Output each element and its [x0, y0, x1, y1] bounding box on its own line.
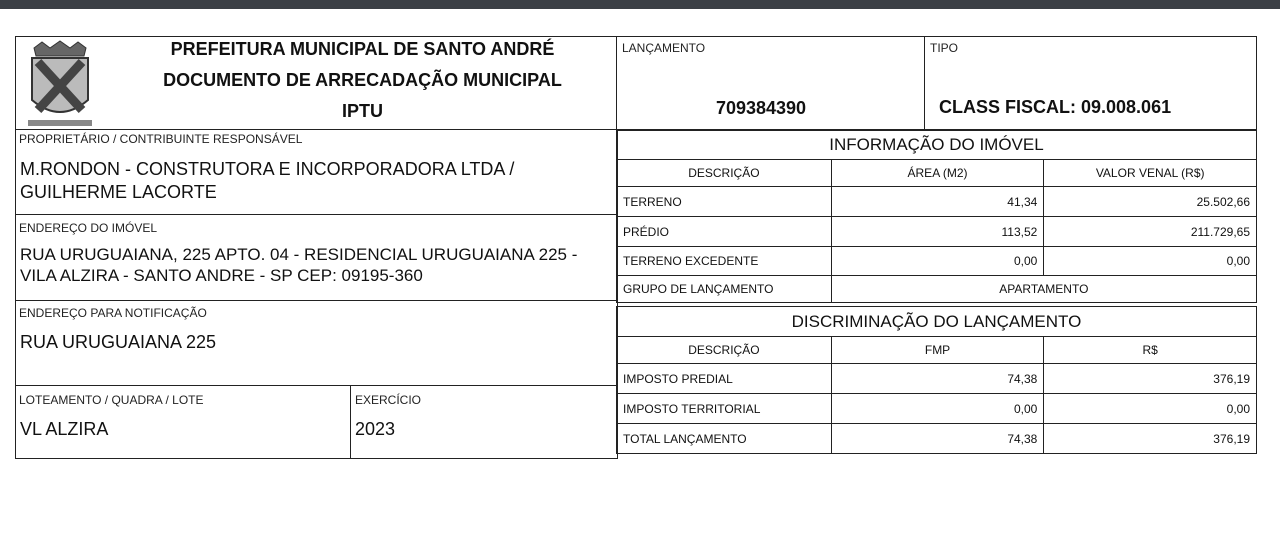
row-area: 113,52 — [831, 217, 1044, 247]
lancamento-value: 709384390 — [715, 98, 807, 118]
discriminacao-title: DISCRIMINAÇÃO DO LANÇAMENTO — [617, 307, 1257, 337]
endereco-notificacao-label: ENDEREÇO PARA NOTIFICAÇÃO — [19, 306, 207, 320]
row-fmp: 0,00 — [831, 394, 1044, 424]
tipo-value: CLASS FISCAL: 09.008.061 — [939, 97, 1172, 117]
endereco-notificacao-value: RUA URUGUAIANA 225 — [20, 332, 217, 352]
proprietario-line-1: M.RONDON - CONSTRUTORA E INCORPORADORA LTDA / — [20, 159, 515, 179]
row-valor: 211.729,65 — [1044, 217, 1257, 247]
info-imovel-table — [616, 129, 1257, 303]
header-line-3: IPTU — [341, 101, 383, 121]
header-line-1: PREFEITURA MUNICIPAL DE SANTO ANDRÉ — [170, 39, 555, 59]
table-row — [617, 364, 1257, 394]
row-descricao: IMPOSTO PREDIAL — [617, 364, 832, 394]
endereco-imovel-label: ENDEREÇO DO IMÓVEL — [19, 221, 158, 235]
table-row — [617, 247, 1257, 276]
row-valor: 25.502,66 — [1044, 187, 1257, 217]
discriminacao-col-rs: R$ — [1044, 337, 1257, 364]
grupo-lancamento-label: GRUPO DE LANÇAMENTO — [617, 276, 832, 303]
table-row — [617, 187, 1257, 217]
table-row — [617, 276, 1257, 303]
exercicio-label: EXERCÍCIO — [355, 393, 422, 407]
loteamento-value: VL ALZIRA — [20, 419, 109, 439]
viewer-top-bar — [0, 0, 1280, 9]
row-area: 0,00 — [831, 247, 1044, 276]
row-descricao: IMPOSTO TERRITORIAL — [617, 394, 832, 424]
lancamento-label: LANÇAMENTO — [622, 41, 706, 55]
info-imovel-col-area: ÁREA (M2) — [831, 160, 1044, 187]
row-fmp: 74,38 — [831, 424, 1044, 454]
info-imovel-title: INFORMAÇÃO DO IMÓVEL — [617, 130, 1257, 160]
grupo-lancamento-value: APARTAMENTO — [831, 276, 1256, 303]
row-descricao: PRÉDIO — [617, 217, 832, 247]
table-row — [617, 424, 1257, 454]
proprietario-label: PROPRIETÁRIO / CONTRIBUINTE RESPONSÁVEL — [19, 132, 303, 146]
info-imovel-col-valor: VALOR VENAL (R$) — [1044, 160, 1257, 187]
row-valor: 0,00 — [1044, 247, 1257, 276]
row-rs: 376,19 — [1044, 424, 1257, 454]
header-line-2: DOCUMENTO DE ARRECADAÇÃO MUNICIPAL — [163, 70, 562, 90]
row-descricao: TOTAL LANÇAMENTO — [617, 424, 832, 454]
row-fmp: 74,38 — [831, 364, 1044, 394]
endereco-imovel-line-1: RUA URUGUAIANA, 225 APTO. 04 - RESIDENCIAL URUGUAIANA 225 - — [20, 245, 578, 264]
table-row — [617, 217, 1257, 247]
exercicio-value: 2023 — [355, 419, 396, 439]
proprietario-line-2: GUILHERME LACORTE — [20, 182, 217, 202]
info-imovel-col-descricao: DESCRIÇÃO — [617, 160, 832, 187]
discriminacao-col-fmp: FMP — [831, 337, 1044, 364]
row-rs: 376,19 — [1044, 364, 1257, 394]
table-row — [617, 394, 1257, 424]
row-descricao: TERRENO EXCEDENTE — [617, 247, 832, 276]
row-area: 41,34 — [831, 187, 1044, 217]
row-rs: 0,00 — [1044, 394, 1257, 424]
endereco-imovel-line-2: VILA ALZIRA - SANTO ANDRE - SP CEP: 09195-360 — [20, 266, 423, 285]
discriminacao-table — [616, 306, 1257, 454]
tipo-label: TIPO — [930, 41, 959, 55]
discriminacao-col-descricao: DESCRIÇÃO — [617, 337, 832, 364]
loteamento-label: LOTEAMENTO / QUADRA / LOTE — [19, 393, 204, 407]
row-descricao: TERRENO — [617, 187, 832, 217]
municipal-seal-icon — [24, 40, 96, 128]
